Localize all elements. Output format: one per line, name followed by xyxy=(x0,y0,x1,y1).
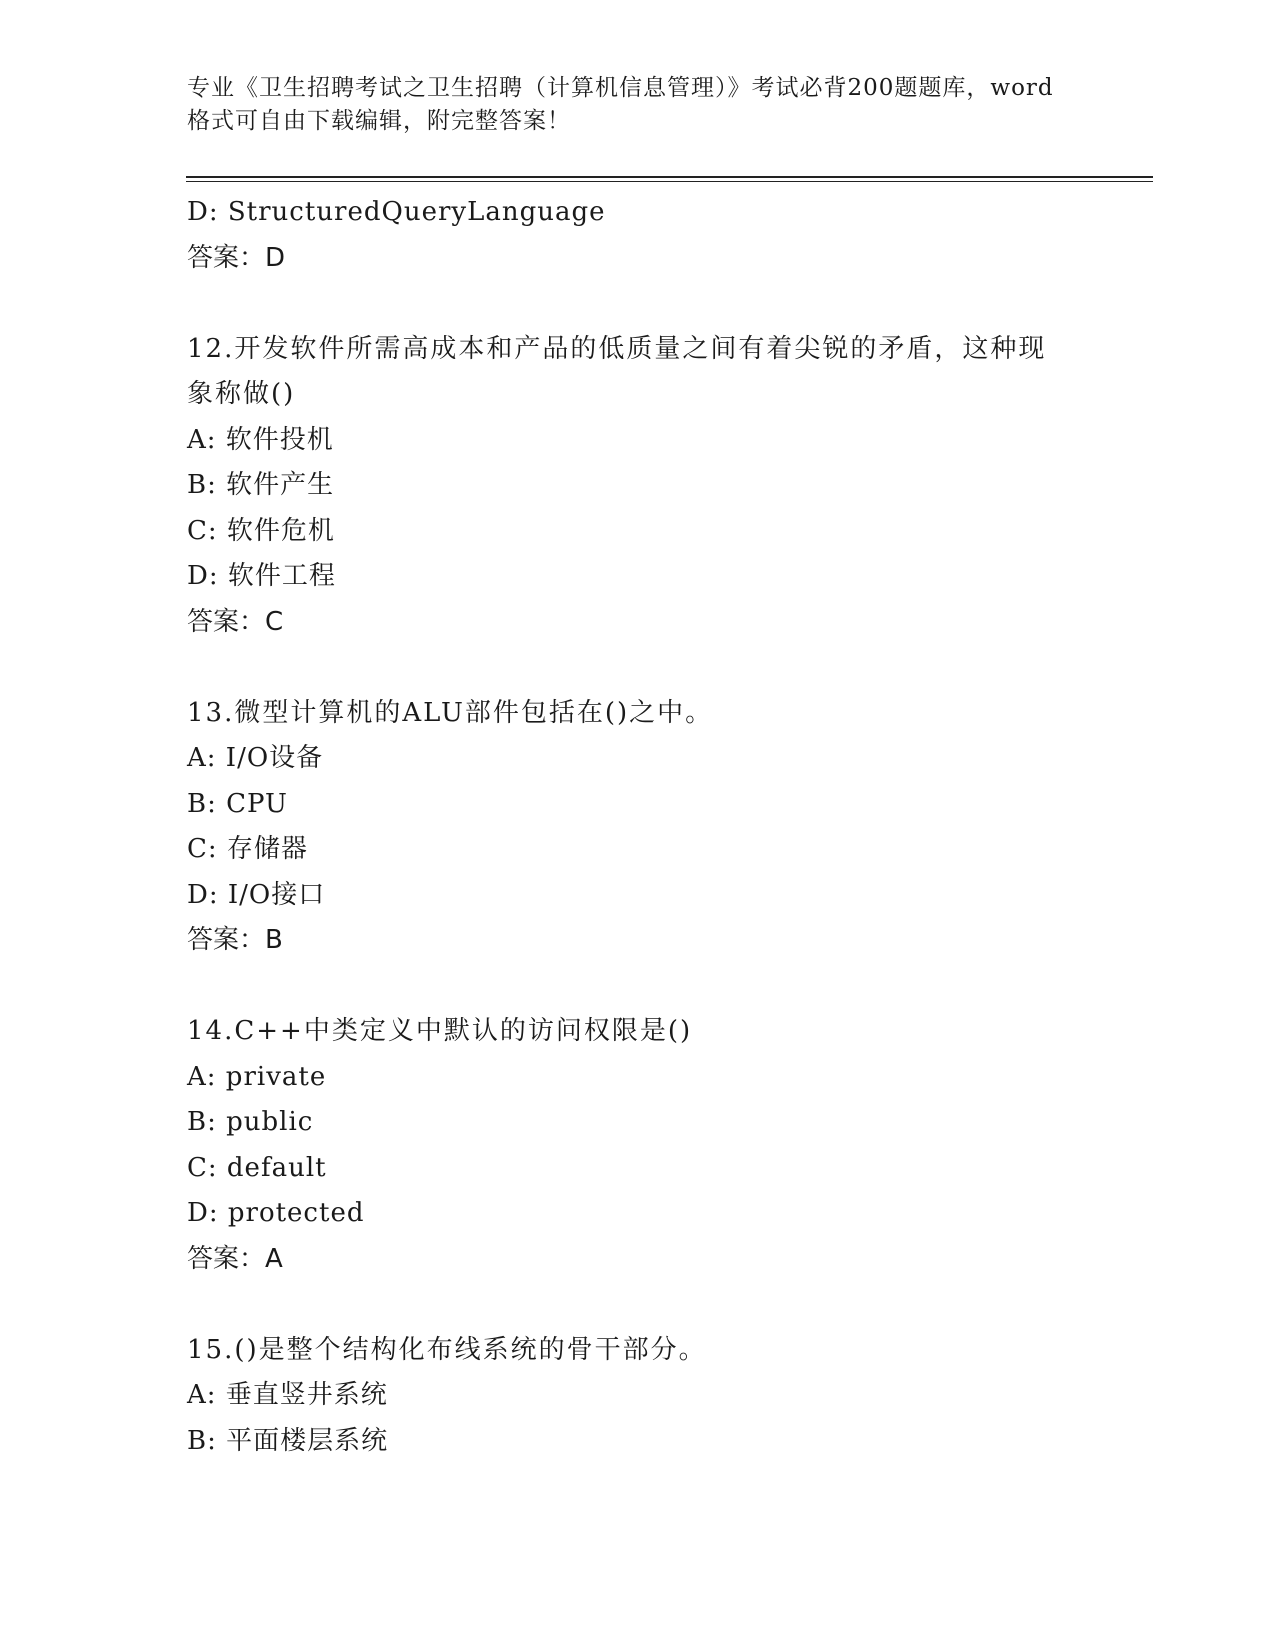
option-b: B: public xyxy=(187,1107,314,1137)
option-d: D: 软件工程 xyxy=(187,561,336,591)
option-a: A: 软件投机 xyxy=(187,424,334,455)
question-13 xyxy=(187,691,1087,964)
question-stem-line: 象称做() xyxy=(187,379,296,409)
option-c: C: 存储器 xyxy=(187,834,308,864)
option-b: B: 平面楼层系统 xyxy=(187,1425,389,1456)
question-12 xyxy=(187,327,1087,646)
document-header xyxy=(187,72,1087,138)
option-c: C: 软件危机 xyxy=(187,515,335,546)
answer: 答案：A xyxy=(187,1243,283,1274)
question-stem-line: 15.()是整个结构化布线系统的骨干部分。 xyxy=(187,1334,707,1365)
option-a: A: I/O设备 xyxy=(187,743,324,773)
prev-answer: 答案：D xyxy=(187,242,286,273)
option-c: C: default xyxy=(187,1152,327,1183)
question-14 xyxy=(187,1009,1087,1282)
question-list xyxy=(187,190,1087,1464)
option-b: B: CPU xyxy=(187,788,288,819)
answer: 答案：B xyxy=(187,925,283,955)
header-divider xyxy=(186,176,1153,182)
header-line-1: 专业《卫生招聘考试之卫生招聘（计算机信息管理）》考试必背200题题库，word xyxy=(187,75,1054,101)
option-d: D: I/O接口 xyxy=(187,879,326,910)
question-stem-line: 13.微型计算机的ALU部件包括在()之中。 xyxy=(187,697,714,728)
header-line-2: 格式可自由下载编辑，附完整答案！ xyxy=(187,108,571,134)
question-15 xyxy=(187,1328,1087,1465)
answer: 答案：C xyxy=(187,606,284,637)
option-b: B: 软件产生 xyxy=(187,470,335,500)
option-a: A: 垂直竖井系统 xyxy=(187,1380,388,1410)
question-stem-line: 12.开发软件所需高成本和产品的低质量之间有着尖锐的矛盾，这种现 xyxy=(187,333,1047,364)
option-d: D: protected xyxy=(187,1198,365,1228)
question-stem-line: 14.C++中类定义中默认的访问权限是() xyxy=(187,1016,693,1046)
option-a: A: private xyxy=(187,1061,327,1092)
prev-option-d: D: StructuredQueryLanguage xyxy=(187,197,606,227)
